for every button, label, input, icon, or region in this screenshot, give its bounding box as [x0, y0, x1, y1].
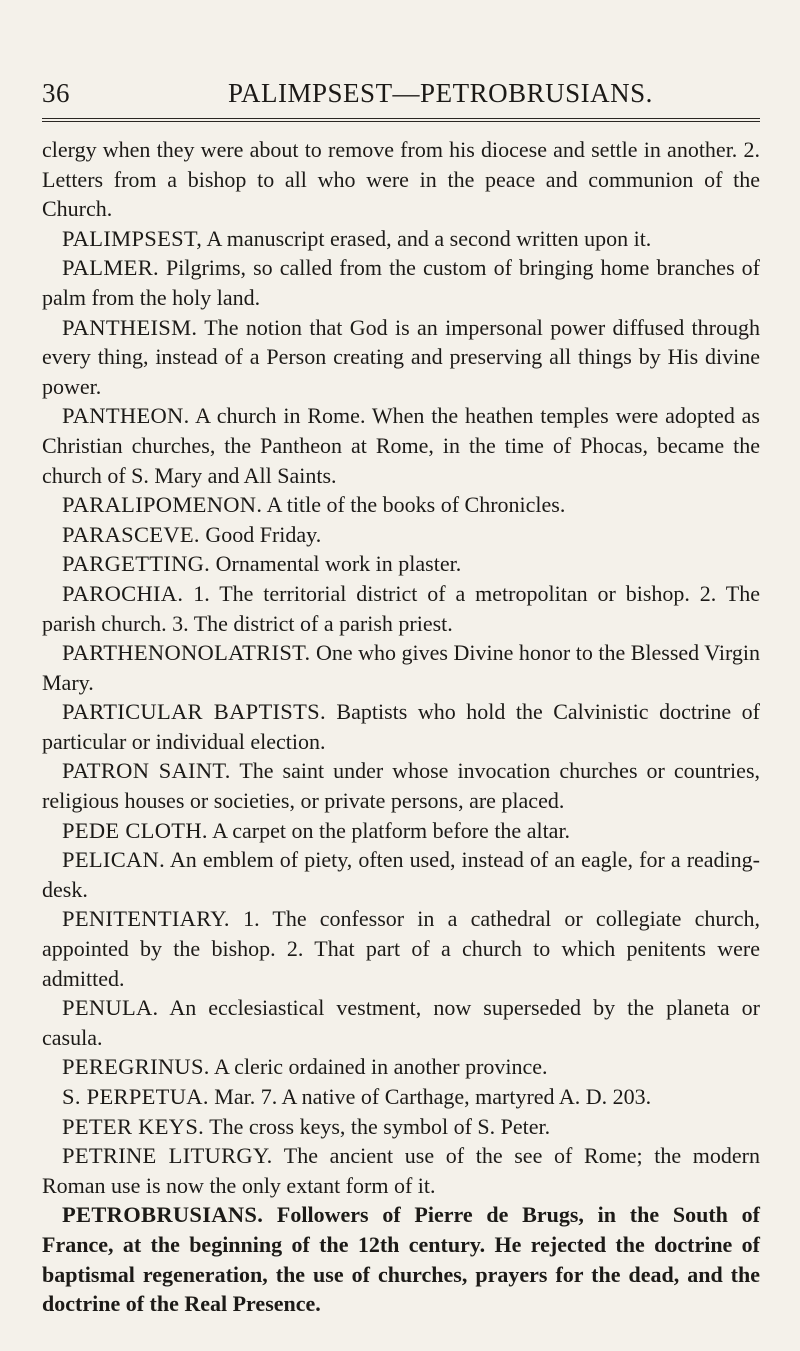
entry-term: PANTHEISM.: [62, 314, 198, 340]
entry-definition: Good Friday.: [205, 521, 322, 547]
entry-pargetting: [42, 549, 760, 579]
entry-definition: Baptists who hold the Calvinistic doctrine of particular or individual election.: [42, 699, 760, 754]
entry-peter-keys: [42, 1112, 760, 1142]
entry-term: PELICAN.: [62, 847, 166, 873]
entry-term: PALMER.: [62, 255, 159, 281]
entry-s-perpetua: [42, 1082, 760, 1112]
entry-term: PENITENTIARY.: [62, 906, 230, 932]
entry-definition: An emblem of piety, often used, instead of an eagle, for a reading-desk.: [42, 847, 760, 902]
entry-palimpsest: [42, 224, 760, 254]
entry-term: PARGETTING.: [62, 551, 211, 577]
entry-definition: 1. The confessor in a cathedral or collegiate church, appointed by the bishop. 2. That part of a church to which penitents were admitted.: [42, 906, 760, 991]
entry-petrobrusians: [42, 1200, 760, 1318]
entry-definition: A carpet on the platform before the altar.: [212, 817, 571, 843]
entry-definition: The cross keys, the symbol of S. Peter.: [209, 1113, 551, 1139]
header-rule-top: [42, 118, 760, 119]
entry-term: PARASCEVE.: [62, 521, 200, 547]
entry-particular-baptists: [42, 697, 760, 756]
page-header: [42, 72, 758, 110]
entry-term: PETER KEYS.: [62, 1113, 205, 1139]
entry-definition: Followers of Pierre de Brugs, in the South of France, at the beginning of the 12th century. He rejected the doctrine of baptismal regeneration, the use of churches, prayers for the dead, and the doctrine of the Real Presence.: [42, 1202, 761, 1317]
entry-term: PAROCHIA.: [62, 580, 184, 606]
entry-definition: The ancient use of the see of Rome; the modern Roman use is now the only extant form of it.: [42, 1143, 760, 1198]
entry-patron-saint: [42, 756, 760, 815]
continuation-paragraph: clergy when they were about to remove from his diocese and settle in another. 2. Letters from a bishop to all who were in the peace and communion of the Church.: [42, 137, 760, 222]
entry-term: PETROBRUSIANS.: [62, 1202, 264, 1228]
entry-definition: Pilgrims, so called from the custom of bringing home branches of palm from the holy land.: [42, 255, 761, 310]
entry-pantheism: [42, 313, 760, 402]
entry-term: PARALIPOMENON.: [62, 492, 263, 518]
entry-parasceve: [42, 520, 760, 550]
entry-definition: A church in Rome. When the heathen temples were adopted as Christian churches, the Pantheon at Rome, in the time of Phocas, became the church of S. Mary and All Saints.: [42, 403, 760, 488]
entry-term: PEREGRINUS.: [62, 1054, 210, 1080]
entry-penitentiary: [42, 904, 760, 993]
entry-term: PALIMPSEST,: [62, 225, 203, 251]
entry-term: PARTICULAR BAPTISTS.: [62, 699, 326, 725]
page-number: 36: [42, 78, 70, 108]
entry-pantheon: [42, 401, 760, 490]
header-rule-bottom: [42, 121, 760, 122]
entry-definition: A title of the books of Chronicles.: [266, 492, 566, 518]
entry-peregrinus: [42, 1052, 760, 1082]
entry-paralipomenon: [42, 490, 760, 520]
entry-parochia: [42, 579, 760, 638]
running-head: PALIMPSEST—PETROBRUSIANS.: [228, 78, 653, 108]
entry-definition: The saint under whose invocation churches or countries, religious houses or societies, or private persons, are placed.: [42, 758, 760, 814]
entry-definition: 1. The territorial district of a metropolitan or bishop. 2. The parish church. 3. The district of a parish priest.: [42, 580, 760, 636]
entry-definition: A cleric ordained in another province.: [214, 1054, 548, 1080]
entry-pede-cloth: [42, 816, 760, 846]
entries-body: [42, 135, 760, 1319]
entry-pelican: [42, 845, 760, 904]
entry-term: PETRINE LITURGY.: [62, 1143, 273, 1169]
entry-definition: An ecclesiastical vestment, now superseded by the planeta or casula.: [42, 995, 760, 1050]
entry-term: PEDE CLOTH.: [62, 817, 208, 843]
entry-parthenonolatrist: [42, 638, 760, 697]
entry-palmer: [42, 253, 760, 312]
entry-term: PARTHENONOLATRIST.: [62, 640, 311, 666]
entry-term: PANTHEON.: [62, 403, 190, 429]
entry-definition: Ornamental work in plaster.: [215, 551, 462, 577]
entry-penula: [42, 993, 760, 1052]
entry-term: S. PERPETUA.: [62, 1084, 209, 1109]
entry-term: PATRON SAINT.: [62, 758, 231, 784]
entry-definition: The notion that God is an impersonal power diffused through every thing, instead of a Person creating and preserving all things by His divine power.: [42, 314, 760, 399]
entry-definition: A manuscript erased, and a second written upon it.: [206, 225, 652, 251]
entry-definition: Mar. 7. A native of Carthage, martyred A. D. 203.: [214, 1084, 652, 1109]
entry-term: PENULA.: [62, 995, 159, 1021]
entry-definition: One who gives Divine honor to the Blessed Virgin Mary.: [42, 640, 760, 695]
entry-petrine-liturgy: [42, 1141, 760, 1200]
